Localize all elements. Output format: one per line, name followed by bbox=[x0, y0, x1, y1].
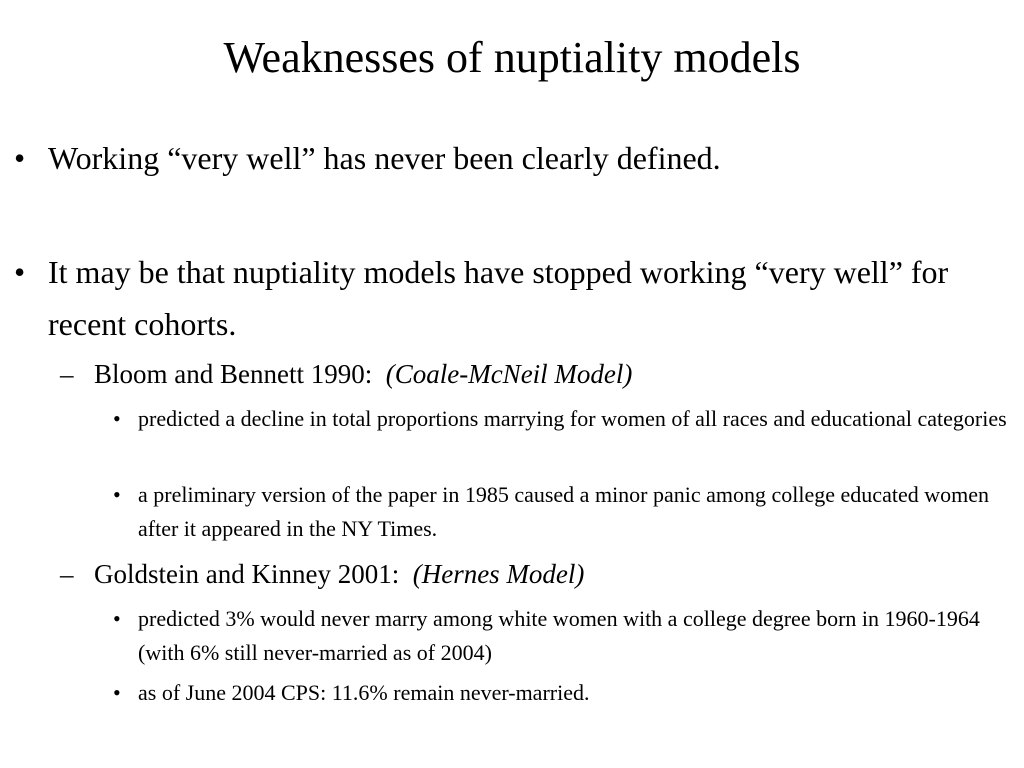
bullet-glyph: • bbox=[113, 606, 121, 631]
bullet-point-1 bbox=[14, 132, 1014, 184]
detail-text: a preliminary version of the paper in 1985 caused a minor panic among college educated women after it appeared in the NY Times. bbox=[138, 482, 989, 541]
model-name: (Hernes Model) bbox=[412, 559, 585, 589]
bullet-point-text: It may be that nuptiality models have stopped working “very well” for recent cohorts. bbox=[48, 254, 949, 342]
sub-point-text bbox=[94, 556, 1010, 592]
bullet-point-2 bbox=[14, 246, 1014, 350]
model-name: (Coale-McNeil Model) bbox=[385, 359, 633, 389]
dash-glyph: – bbox=[60, 359, 74, 389]
sub-point-1 bbox=[60, 356, 1010, 392]
detail-item-2-1 bbox=[113, 602, 1013, 670]
bullet-glyph: • bbox=[113, 406, 121, 431]
bullet-glyph: • bbox=[14, 254, 26, 290]
detail-item-2-2 bbox=[113, 676, 1013, 710]
dash-glyph: – bbox=[60, 559, 74, 589]
detail-text: predicted 3% would never marry among white women with a college degree born in 1960-1964 (with 6% still never-married as of 2004) bbox=[138, 606, 980, 665]
detail-item-1-2 bbox=[113, 478, 1013, 546]
sub-point-text bbox=[94, 356, 1010, 392]
detail-item-1-1 bbox=[113, 402, 1013, 436]
bullet-point-text: Working “very well” has never been clearly defined. bbox=[48, 140, 721, 176]
slide-title: Weaknesses of nuptiality models bbox=[223, 33, 801, 82]
sub-point-label: Goldstein and Kinney 2001: bbox=[94, 559, 400, 589]
sub-point-2 bbox=[60, 556, 1010, 592]
bullet-glyph: • bbox=[113, 680, 121, 705]
bullet-glyph: • bbox=[14, 140, 26, 176]
detail-text: predicted a decline in total proportions marrying for women of all races and educational categories bbox=[138, 406, 1007, 431]
sub-point-label: Bloom and Bennett 1990: bbox=[94, 359, 373, 389]
detail-text: as of June 2004 CPS: 11.6% remain never-married. bbox=[138, 680, 590, 705]
bullet-glyph: • bbox=[113, 482, 121, 507]
